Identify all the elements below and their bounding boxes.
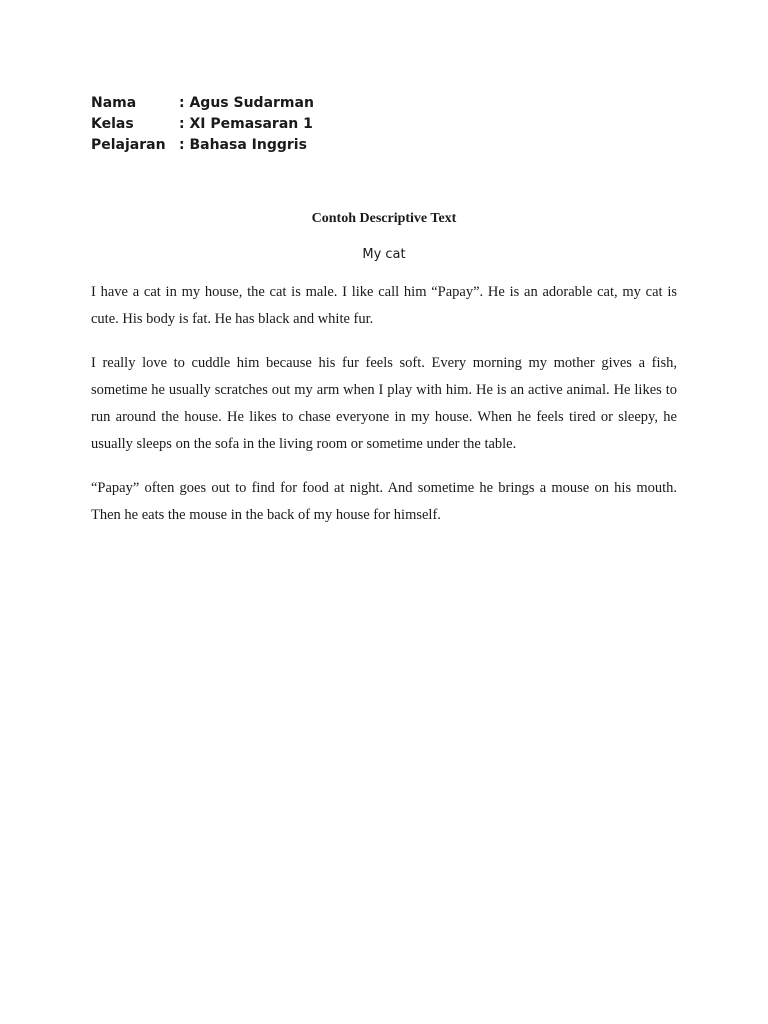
paragraph: I really love to cuddle him because his fur feels soft. Every morning my mother gives a fish, sometime he usually scratches out my arm when I play with him. He is an active animal. He likes to run around the house. He likes to chase everyone in my house. When he feels tired or sleepy, he usually sleeps on the sofa in the living room or sometime under the table. [91,355,677,452]
info-row-pelajaran [91,135,314,156]
paragraph: I have a cat in my house, the cat is male. I like call him “Papay”. He is an adorable cat, my cat is cute. His body is fat. He has black and white fur. [91,284,677,327]
document-title: Contoh Descriptive Text [311,211,457,226]
paragraph: “Papay” often goes out to find for food at night. And sometime he brings a mouse on his mouth. Then he eats the mouse in the back of my house for himself. [91,480,677,523]
info-value: : Bahasa Inggris [179,137,307,153]
student-info-block [91,93,314,156]
info-label: Pelajaran [91,137,166,153]
info-row-nama [91,93,314,114]
info-label: Kelas [91,116,134,132]
info-value: : Agus Sudarman [179,95,314,111]
info-value: : XI Pemasaran 1 [179,116,313,132]
info-row-kelas [91,114,314,135]
document-subtitle: My cat [362,247,406,262]
info-label: Nama [91,95,137,111]
document-body [91,279,677,546]
